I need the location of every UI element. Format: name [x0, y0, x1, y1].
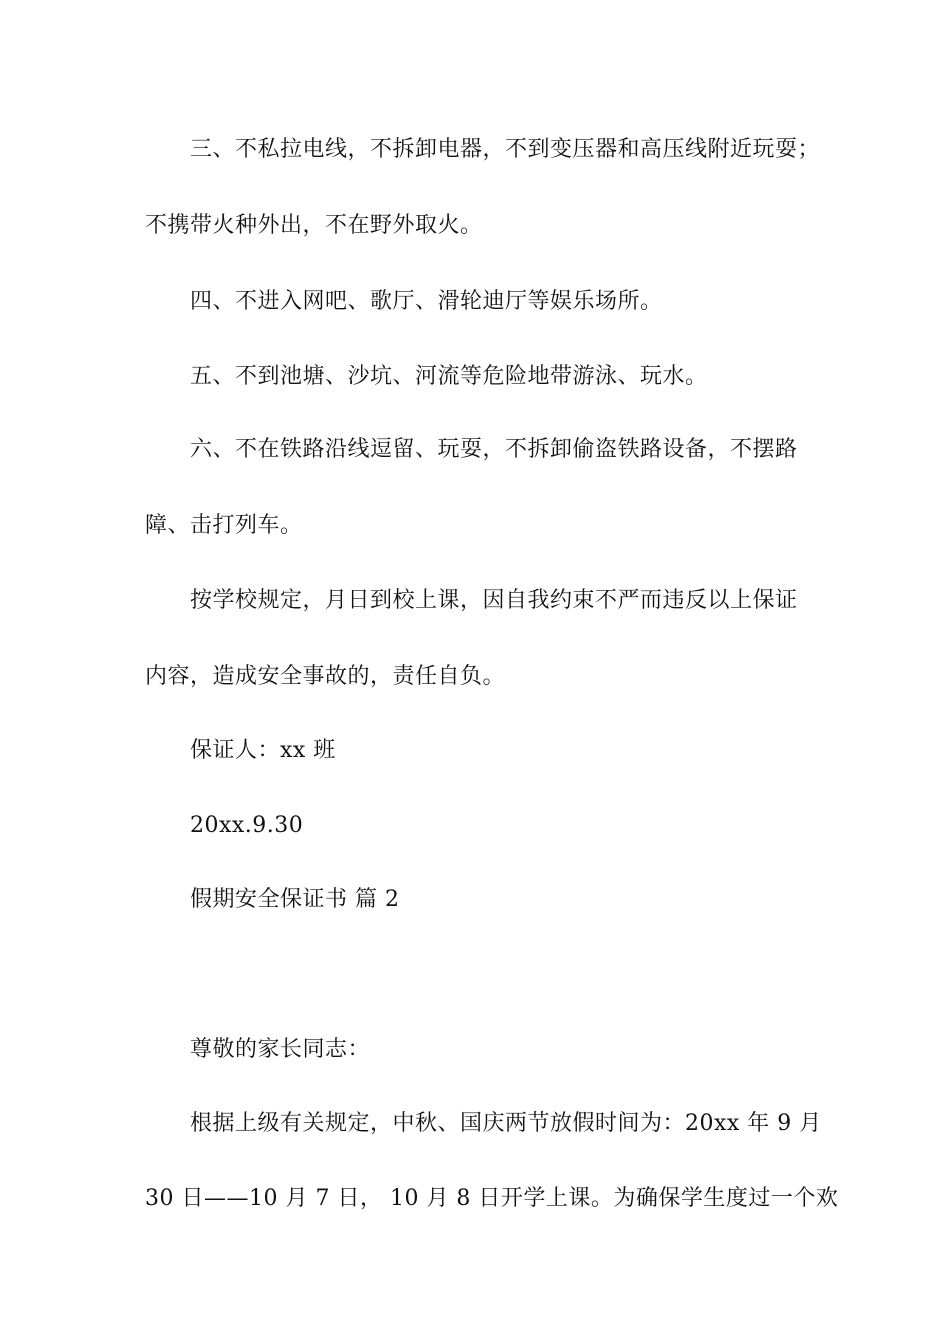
- paragraph-item-six: 六、不在铁路沿线逗留、玩耍，不拆卸偷盗铁路设备，不摆路: [190, 437, 798, 462]
- paragraph-holiday-notice: 根据上级有关规定，中秋、国庆两节放假时间为：20xx 年 9 月: [190, 1111, 822, 1136]
- guarantor-line: 保证人：xx 班: [190, 738, 336, 763]
- paragraph-item-three: 三、不私拉电线，不拆卸电器，不到变压器和高压线附近玩耍；: [190, 137, 821, 162]
- date-line: 20xx.9.30: [190, 813, 304, 838]
- paragraph-school-rules-continued: 内容，造成安全事故的，责任自负。: [145, 664, 506, 689]
- paragraph-item-four: 四、不进入网吧、歌厅、滑轮迪厅等娱乐场所。: [190, 289, 663, 314]
- paragraph-item-five: 五、不到池塘、沙坑、河流等危险地带游泳、玩水。: [190, 364, 708, 389]
- section-title: 假期安全保证书 篇 2: [190, 887, 400, 912]
- paragraph-item-three-continued: 不携带火种外出，不在野外取火。: [145, 213, 483, 238]
- paragraph-school-rules: 按学校规定，月日到校上课，因自我约束不严而违反以上保证: [190, 588, 798, 613]
- paragraph-item-six-continued: 障、击打列车。: [145, 513, 303, 538]
- paragraph-holiday-notice-continued: 30 日——10 月 7 日， 10 月 8 日开学上课。为确保学生度过一个欢: [145, 1186, 839, 1211]
- salutation: 尊敬的家长同志：: [190, 1037, 371, 1062]
